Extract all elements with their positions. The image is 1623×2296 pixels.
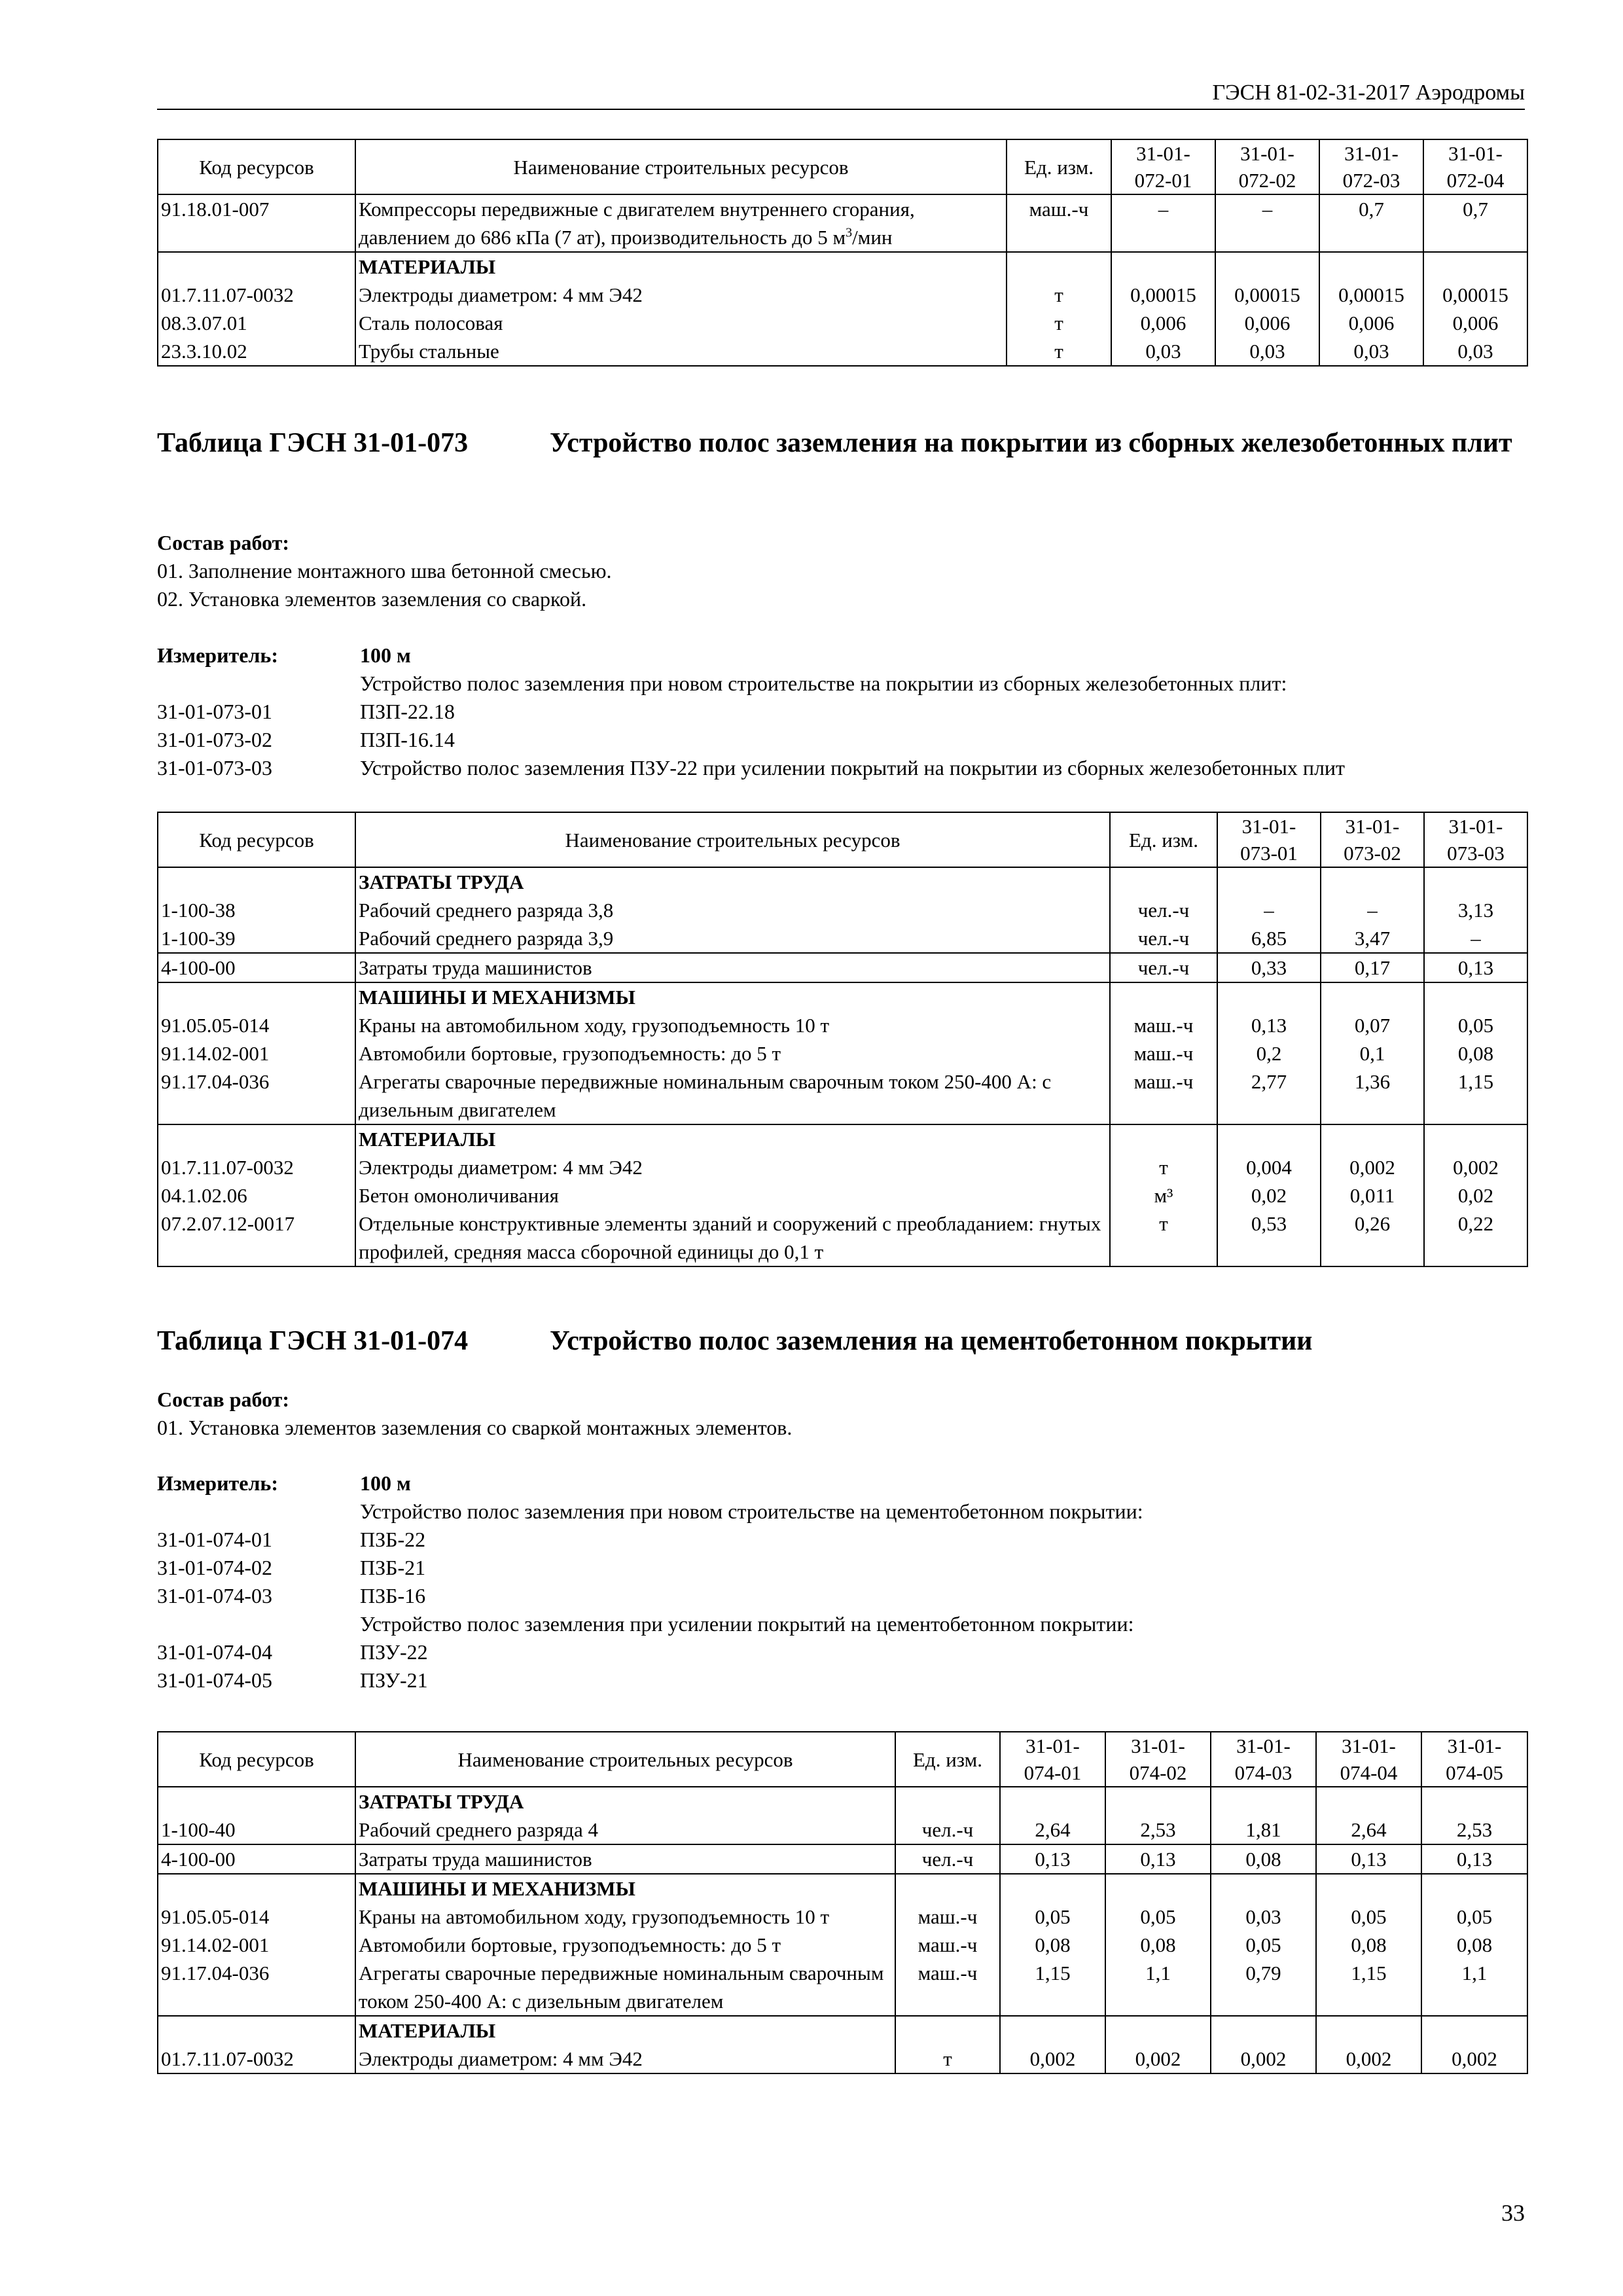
empty-cell — [895, 1787, 1000, 1816]
table-row — [158, 1210, 1527, 1266]
resource-value: 1,36 — [1321, 1067, 1424, 1124]
empty-cell — [1424, 867, 1527, 896]
resource-value: 0,53 — [1217, 1210, 1321, 1266]
section-title: ЗАТРАТЫ ТРУДА — [355, 867, 1110, 896]
resource-value: 0,03 — [1423, 337, 1527, 366]
resource-value: 0,002 — [1000, 2045, 1105, 2073]
column-header-rate: 31-01- 073-02 — [1321, 812, 1424, 867]
column-header-unit: Ед. изм. — [1007, 139, 1111, 194]
resource-unit: т — [1110, 1153, 1217, 1181]
table-row — [158, 281, 1527, 309]
rate-code: 31-01-074-05 — [157, 1668, 272, 1692]
resource-unit: т — [895, 2045, 1000, 2073]
page-number: 33 — [1501, 2200, 1525, 2226]
resource-unit: т — [1110, 1210, 1217, 1266]
resource-value: 1,81 — [1211, 1816, 1316, 1844]
empty-cell — [158, 1787, 355, 1816]
resource-value: 2,64 — [1316, 1816, 1421, 1844]
section-title: ЗАТРАТЫ ТРУДА — [355, 1787, 895, 1816]
resource-unit: маш.-ч — [1007, 194, 1111, 252]
resource-code: 91.14.02-001 — [158, 1039, 355, 1067]
resource-name: Затраты труда машинистов — [355, 1844, 895, 1874]
empty-cell — [158, 867, 355, 896]
resource-value: 0,08 — [1424, 1039, 1527, 1067]
resource-value: – — [1424, 924, 1527, 953]
section-title: МАТЕРИАЛЫ — [355, 252, 1007, 281]
table-row — [158, 1039, 1527, 1067]
resource-value: 0,05 — [1424, 1011, 1527, 1039]
resource-value: 0,26 — [1321, 1210, 1424, 1266]
resource-name: Рабочий среднего разряда 3,9 — [355, 924, 1110, 953]
resource-value: 0,05 — [1105, 1903, 1211, 1931]
rate-code: 31-01-074-02 — [157, 1556, 272, 1579]
resource-unit: м³ — [1110, 1181, 1217, 1210]
resource-value: 0,011 — [1321, 1181, 1424, 1210]
resource-value: 0,13 — [1105, 1844, 1211, 1874]
empty-cell — [158, 1874, 355, 1903]
resource-code: 91.05.05-014 — [158, 1011, 355, 1039]
empty-cell — [158, 1124, 355, 1153]
meter-value: 100 м — [360, 1471, 411, 1495]
rate-text: ПЗБ-16 — [360, 1584, 426, 1607]
column-header-name: Наименование строительных ресурсов — [355, 812, 1110, 867]
table-row — [158, 1931, 1527, 1959]
resource-name: Электроды диаметром: 4 мм Э42 — [355, 2045, 895, 2073]
section-row — [158, 867, 1527, 896]
table-row — [158, 924, 1527, 953]
resource-name: Краны на автомобильном ходу, грузоподъемность 10 т — [355, 1903, 895, 1931]
rate-code: 31-01-074-03 — [157, 1584, 272, 1607]
resource-value: – — [1321, 896, 1424, 924]
meter-description: Устройство полос заземления при новом строительстве на покрытии из сборных железобетонных плит: — [360, 672, 1287, 695]
empty-cell — [1321, 1124, 1424, 1153]
rate-text: ПЗУ-22 — [360, 1640, 428, 1664]
resource-value: 0,2 — [1217, 1039, 1321, 1067]
column-header-rate: 31-01- 074-05 — [1421, 1732, 1527, 1787]
resource-table-072 — [157, 139, 1528, 367]
resource-name: Бетон омоноличивания — [355, 1181, 1110, 1210]
empty-cell — [1421, 1874, 1527, 1903]
column-header-rate: 31-01- 074-01 — [1000, 1732, 1105, 1787]
section-title: МАТЕРИАЛЫ — [355, 2016, 895, 2045]
resource-unit: чел.-ч — [895, 1816, 1000, 1844]
table-name: Устройство полос заземления на покрытии из сборных железобетонных плит — [550, 428, 1512, 458]
works-label: Состав работ: — [157, 1388, 290, 1411]
section-row — [158, 1787, 1527, 1816]
meter-value: 100 м — [360, 643, 411, 667]
table-header-row — [158, 1732, 1527, 1787]
work-item: 01. Заполнение монтажного шва бетонной смесью. — [157, 559, 612, 583]
resource-unit: маш.-ч — [895, 1959, 1000, 2016]
table-row — [158, 953, 1527, 982]
resource-name: Затраты труда машинистов — [355, 953, 1110, 982]
rate-text: ПЗБ-22 — [360, 1528, 426, 1551]
section-row — [158, 982, 1527, 1011]
table-number: Таблица ГЭСН 31-01-073 — [157, 428, 469, 458]
table-body — [158, 1787, 1527, 2073]
resource-unit: чел.-ч — [1110, 953, 1217, 982]
section-row — [158, 252, 1527, 281]
resource-value: 0,02 — [1424, 1181, 1527, 1210]
table-row — [158, 1959, 1527, 2016]
rate-text: Устройство полос заземления при усилении покрытий на цементобетонном покрытии: — [360, 1612, 1134, 1636]
resource-unit: маш.-ч — [1110, 1039, 1217, 1067]
empty-cell — [1000, 1787, 1105, 1816]
table-header-row — [158, 139, 1527, 194]
resource-code: 1-100-40 — [158, 1816, 355, 1844]
resource-name: Автомобили бортовые, грузоподъемность: до 5 т — [355, 1039, 1110, 1067]
resource-value: 0,13 — [1421, 1844, 1527, 1874]
empty-cell — [1110, 1124, 1217, 1153]
empty-cell — [1217, 1124, 1321, 1153]
column-header-name: Наименование строительных ресурсов — [355, 139, 1007, 194]
column-header-name: Наименование строительных ресурсов — [355, 1732, 895, 1787]
resource-unit: т — [1007, 337, 1111, 366]
table-body — [158, 867, 1527, 1266]
resource-value: 0,03 — [1111, 337, 1215, 366]
section-row — [158, 1124, 1527, 1153]
resource-name: Рабочий среднего разряда 4 — [355, 1816, 895, 1844]
rate-text: Устройство полос заземления при новом строительстве на цементобетонном покрытии: — [360, 1499, 1143, 1523]
table-row — [158, 1816, 1527, 1844]
resource-value: 0,03 — [1215, 337, 1319, 366]
empty-cell — [1316, 1787, 1421, 1816]
column-header-rate: 31-01- 074-02 — [1105, 1732, 1211, 1787]
resource-name: Трубы стальные — [355, 337, 1007, 366]
table-row — [158, 1153, 1527, 1181]
resource-value: 2,53 — [1421, 1816, 1527, 1844]
resource-value: 1,15 — [1000, 1959, 1105, 2016]
empty-cell — [895, 1874, 1000, 1903]
empty-cell — [1000, 1874, 1105, 1903]
rate-text: ПЗБ-21 — [360, 1556, 426, 1579]
rate-text: ПЗУ-21 — [360, 1668, 428, 1692]
resource-code: 07.2.07.12-0017 — [158, 1210, 355, 1266]
resource-value: 0,08 — [1211, 1844, 1316, 1874]
resource-value: 0,13 — [1000, 1844, 1105, 1874]
table-row — [158, 1011, 1527, 1039]
empty-cell — [1105, 2016, 1211, 2045]
resource-code: 91.17.04-036 — [158, 1959, 355, 2016]
column-header-rate: 31-01- 074-03 — [1211, 1732, 1316, 1787]
resource-code: 91.14.02-001 — [158, 1931, 355, 1959]
section-title: МАШИНЫ И МЕХАНИЗМЫ — [355, 1874, 895, 1903]
empty-cell — [1321, 867, 1424, 896]
empty-cell — [158, 982, 355, 1011]
resource-value: 0,33 — [1217, 953, 1321, 982]
empty-cell — [1316, 2016, 1421, 2045]
resource-unit: маш.-ч — [1110, 1011, 1217, 1039]
section-row — [158, 1874, 1527, 1903]
empty-cell — [1316, 1874, 1421, 1903]
resource-value: 2,77 — [1217, 1067, 1321, 1124]
column-header-code: Код ресурсов — [158, 812, 355, 867]
column-header-rate: 31-01- 072-02 — [1215, 139, 1319, 194]
resource-code: 01.7.11.07-0032 — [158, 1153, 355, 1181]
table-name: Устройство полос заземления на цементобетонном покрытии — [550, 1326, 1313, 1356]
resource-name: Отдельные конструктивные элементы зданий и сооружений с преобладанием: гнутых профилей, средняя масса сборочной единицы до 0,1 т — [355, 1210, 1110, 1266]
resource-value: 0,03 — [1319, 337, 1423, 366]
resource-name: Агрегаты сварочные передвижные номинальным сварочным током 250-400 А: с дизельным двигателем — [355, 1959, 895, 2016]
resource-value: 0,00015 — [1423, 281, 1527, 309]
resource-value: 0,13 — [1217, 1011, 1321, 1039]
resource-value: 0,002 — [1105, 2045, 1211, 2073]
resource-value: 0,002 — [1424, 1153, 1527, 1181]
empty-cell — [895, 2016, 1000, 2045]
empty-cell — [1211, 1874, 1316, 1903]
empty-cell — [1105, 1787, 1211, 1816]
resource-code: 01.7.11.07-0032 — [158, 281, 355, 309]
resource-code: 04.1.02.06 — [158, 1181, 355, 1210]
resource-value: 0,1 — [1321, 1039, 1424, 1067]
resource-value: 1,1 — [1421, 1959, 1527, 2016]
works-label: Состав работ: — [157, 531, 290, 554]
resource-code: 4-100-00 — [158, 1844, 355, 1874]
resource-value: 2,64 — [1000, 1816, 1105, 1844]
table-row — [158, 896, 1527, 924]
resource-value: 0,00015 — [1111, 281, 1215, 309]
resource-unit: чел.-ч — [1110, 896, 1217, 924]
resource-value: 1,1 — [1105, 1959, 1211, 2016]
column-header-rate: 31-01- 072-03 — [1319, 139, 1423, 194]
resource-value: 0,002 — [1316, 2045, 1421, 2073]
resource-value: 0,03 — [1211, 1903, 1316, 1931]
table-row — [158, 2045, 1527, 2073]
empty-cell — [1110, 982, 1217, 1011]
resource-name: Рабочий среднего разряда 3,8 — [355, 896, 1110, 924]
resource-code: 1-100-39 — [158, 924, 355, 953]
section-title: МАШИНЫ И МЕХАНИЗМЫ — [355, 982, 1110, 1011]
resource-value: 0,07 — [1321, 1011, 1424, 1039]
resource-name: Электроды диаметром: 4 мм Э42 — [355, 281, 1007, 309]
resource-name: Компрессоры передвижные с двигателем внутреннего сгорания, давлением до 686 кПа (7 ат), производительность до 5 $м^3$/мин — [355, 194, 1007, 252]
resource-value: 0,05 — [1316, 1903, 1421, 1931]
work-item: 02. Установка элементов заземления со сваркой. — [157, 587, 587, 611]
empty-cell — [1105, 1874, 1211, 1903]
resource-value: – — [1215, 194, 1319, 252]
resource-unit: маш.-ч — [895, 1931, 1000, 1959]
resource-code: 91.17.04-036 — [158, 1067, 355, 1124]
empty-cell — [1217, 867, 1321, 896]
resource-code: 91.18.01-007 — [158, 194, 355, 252]
resource-value: 6,85 — [1217, 924, 1321, 953]
resource-value: – — [1217, 896, 1321, 924]
resource-code: 23.3.10.02 — [158, 337, 355, 366]
rate-code: 31-01-074-04 — [157, 1640, 272, 1664]
empty-cell — [1110, 867, 1217, 896]
meter-label: Измеритель: — [157, 1471, 278, 1495]
resource-value: 0,7 — [1423, 194, 1527, 252]
resource-value: 0,08 — [1000, 1931, 1105, 1959]
rate-code: 31-01-073-02 — [157, 728, 272, 751]
column-header-rate: 31-01- 074-04 — [1316, 1732, 1421, 1787]
resource-unit: маш.-ч — [1110, 1067, 1217, 1124]
empty-cell — [1211, 1787, 1316, 1816]
resource-value: 0,006 — [1423, 309, 1527, 337]
empty-cell — [1421, 2016, 1527, 2045]
column-header-code: Код ресурсов — [158, 1732, 355, 1787]
resource-value: 0,004 — [1217, 1153, 1321, 1181]
page-header: ГЭСН 81-02-31-2017 Аэродромы — [157, 77, 1525, 110]
resource-value: 0,002 — [1211, 2045, 1316, 2073]
empty-cell — [1321, 982, 1424, 1011]
column-header-rate: 31-01- 072-04 — [1423, 139, 1527, 194]
resource-unit: маш.-ч — [895, 1903, 1000, 1931]
resource-value: 2,53 — [1105, 1816, 1211, 1844]
resource-value: 0,17 — [1321, 953, 1424, 982]
resource-value: 3,47 — [1321, 924, 1424, 953]
table-row — [158, 1067, 1527, 1124]
resource-value: 0,05 — [1211, 1931, 1316, 1959]
resource-value: 0,79 — [1211, 1959, 1316, 2016]
resource-value: 0,05 — [1421, 1903, 1527, 1931]
resource-code: 01.7.11.07-0032 — [158, 2045, 355, 2073]
rate-text: Устройство полос заземления ПЗУ-22 при усилении покрытий на покрытии из сборных железобетонных плит — [360, 756, 1346, 780]
resource-unit: т — [1007, 309, 1111, 337]
resource-value: 0,13 — [1424, 953, 1527, 982]
column-header-rate: 31-01- 072-01 — [1111, 139, 1215, 194]
rate-code: 31-01-074-01 — [157, 1528, 272, 1551]
resource-value: 0,00015 — [1319, 281, 1423, 309]
resource-value: 1,15 — [1316, 1959, 1421, 2016]
resource-value: 0,08 — [1421, 1931, 1527, 1959]
resource-name: Агрегаты сварочные передвижные номинальным сварочным током 250-400 А: с дизельным двигателем — [355, 1067, 1110, 1124]
resource-name: Сталь полосовая — [355, 309, 1007, 337]
resource-name: Автомобили бортовые, грузоподъемность: до 5 т — [355, 1931, 895, 1959]
empty-cell — [1424, 982, 1527, 1011]
resource-value: 0,02 — [1217, 1181, 1321, 1210]
resource-value: 0,08 — [1316, 1931, 1421, 1959]
resource-value: 0,08 — [1105, 1931, 1211, 1959]
resource-name: Электроды диаметром: 4 мм Э42 — [355, 1153, 1110, 1181]
table-row — [158, 309, 1527, 337]
section-title: МАТЕРИАЛЫ — [355, 1124, 1110, 1153]
resource-code: 91.05.05-014 — [158, 1903, 355, 1931]
resource-table-073 — [157, 812, 1528, 1267]
section-row — [158, 2016, 1527, 2045]
rate-text: ПЗП-16.14 — [360, 728, 455, 751]
column-header-unit: Ед. изм. — [1110, 812, 1217, 867]
rate-code: 31-01-073-03 — [157, 756, 272, 780]
rate-code: 31-01-073-01 — [157, 700, 272, 723]
table-number: Таблица ГЭСН 31-01-074 — [157, 1326, 469, 1356]
column-header-rate: 31-01- 073-01 — [1217, 812, 1321, 867]
resource-value: 0,13 — [1316, 1844, 1421, 1874]
resource-value: 3,13 — [1424, 896, 1527, 924]
empty-cell — [1211, 2016, 1316, 2045]
column-header-code: Код ресурсов — [158, 139, 355, 194]
column-header-rate: 31-01- 073-03 — [1424, 812, 1527, 867]
meter-label: Измеритель: — [157, 643, 278, 667]
column-header-unit: Ед. изм. — [895, 1732, 1000, 1787]
resource-code: 1-100-38 — [158, 896, 355, 924]
resource-unit: т — [1007, 281, 1111, 309]
empty-cell — [158, 2016, 355, 2045]
empty-cell — [1217, 982, 1321, 1011]
resource-value: 0,05 — [1000, 1903, 1105, 1931]
resource-code: 4-100-00 — [158, 953, 355, 982]
rate-text: ПЗП-22.18 — [360, 700, 455, 723]
resource-value: 0,22 — [1424, 1210, 1527, 1266]
table-row — [158, 1181, 1527, 1210]
resource-name: Краны на автомобильном ходу, грузоподъемность 10 т — [355, 1011, 1110, 1039]
empty-cell — [1424, 1124, 1527, 1153]
resource-code: 08.3.07.01 — [158, 309, 355, 337]
table-row — [158, 194, 1527, 252]
resource-unit: чел.-ч — [895, 1844, 1000, 1874]
table-header-row — [158, 812, 1527, 867]
resource-value: 0,006 — [1319, 309, 1423, 337]
resource-value: 0,006 — [1111, 309, 1215, 337]
resource-value: 0,002 — [1321, 1153, 1424, 1181]
empty-cell — [1421, 1787, 1527, 1816]
table-row — [158, 1903, 1527, 1931]
resource-value: – — [1111, 194, 1215, 252]
resource-value: 0,002 — [1421, 2045, 1527, 2073]
resource-value: 0,7 — [1319, 194, 1423, 252]
table-row — [158, 337, 1527, 366]
work-item: 01. Установка элементов заземления со сваркой монтажных элементов. — [157, 1416, 793, 1439]
empty-cell — [1000, 2016, 1105, 2045]
resource-value: 0,006 — [1215, 309, 1319, 337]
resource-value: 1,15 — [1424, 1067, 1527, 1124]
table-row — [158, 1844, 1527, 1874]
resource-unit: чел.-ч — [1110, 924, 1217, 953]
resource-value: 0,00015 — [1215, 281, 1319, 309]
resource-table-074 — [157, 1731, 1528, 2074]
